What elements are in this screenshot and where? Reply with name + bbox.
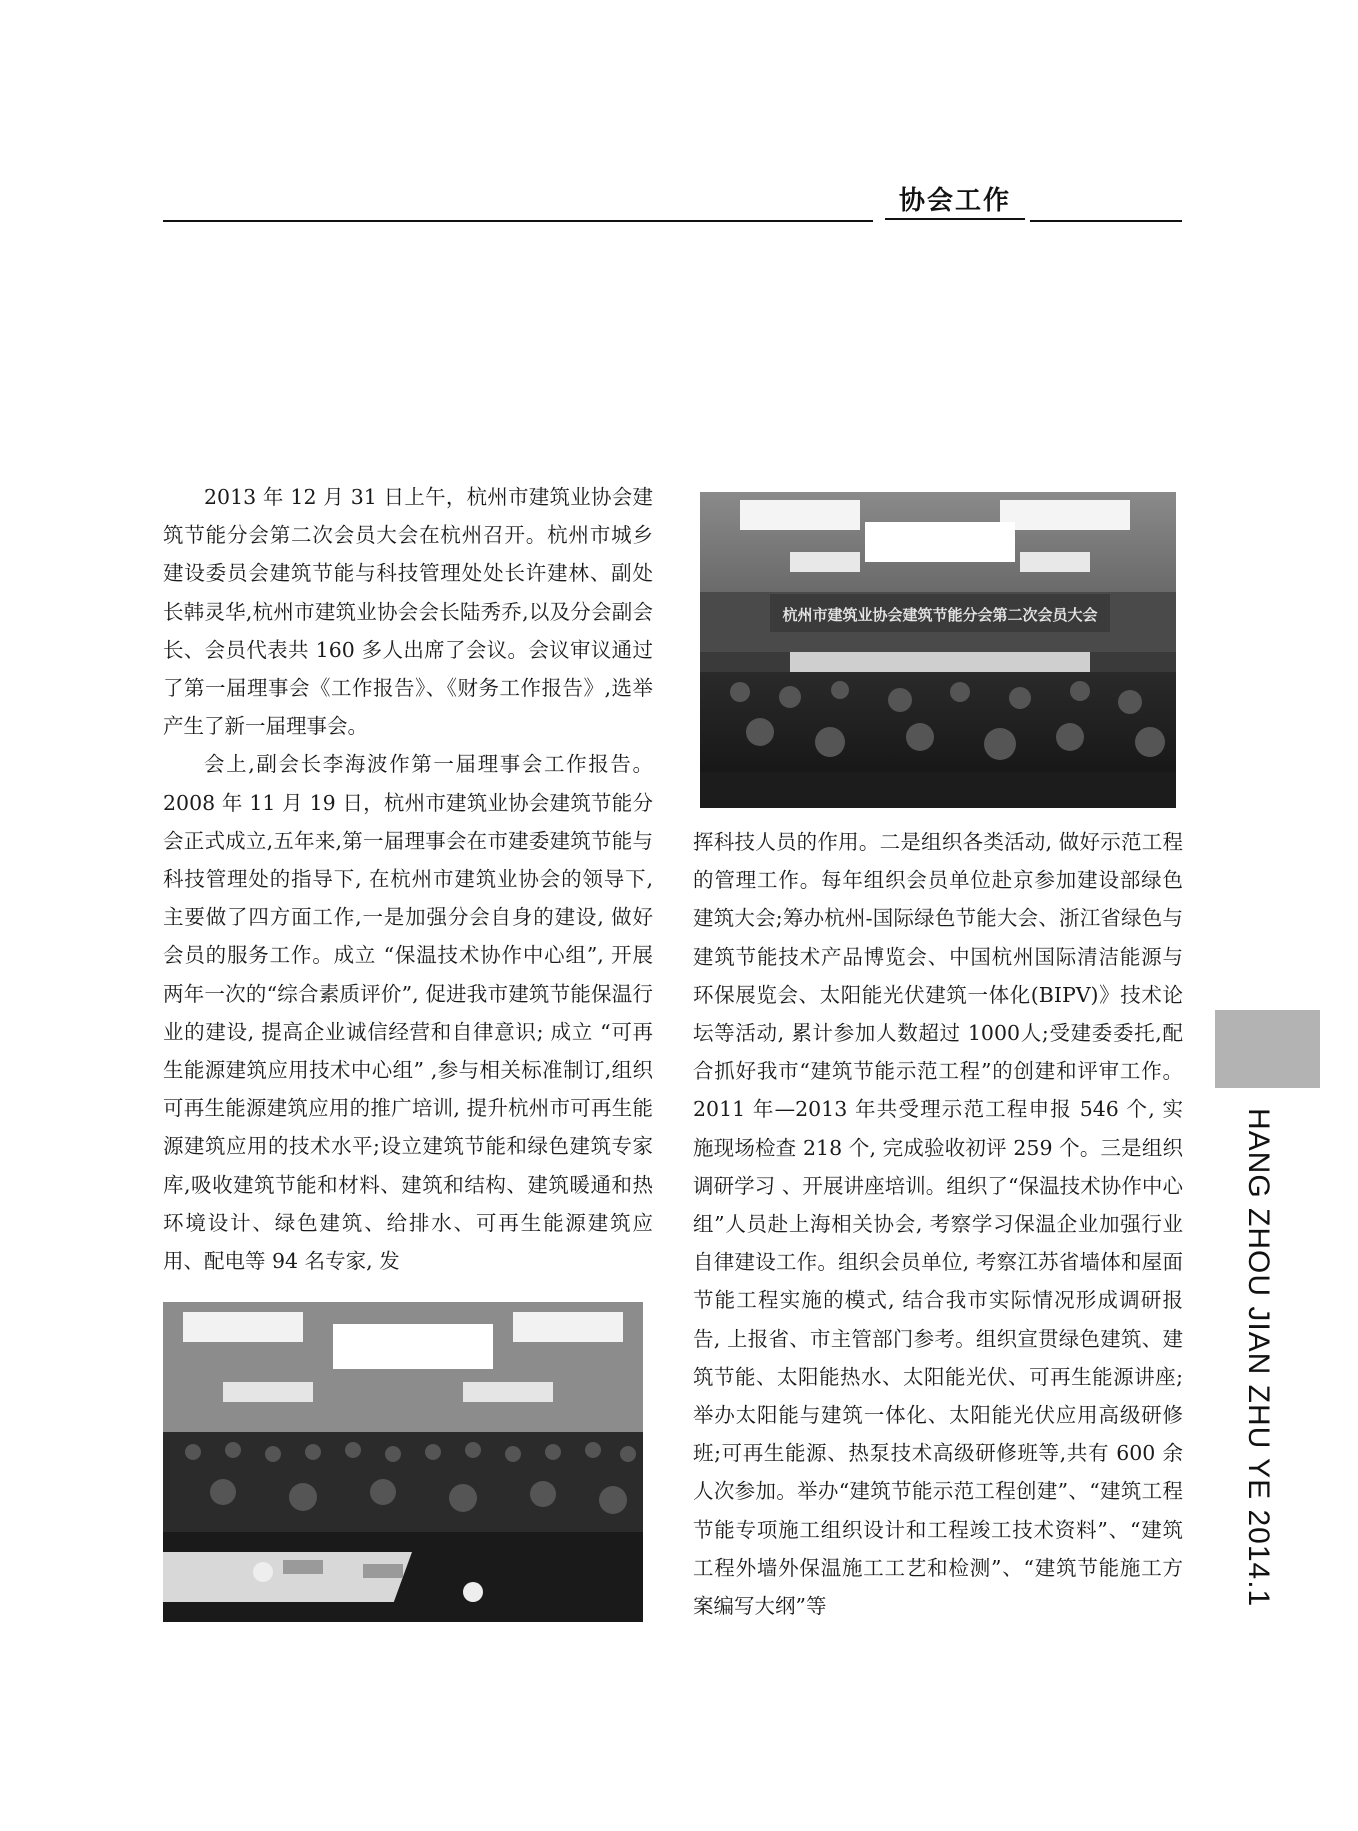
meeting-hall-photo-art bbox=[700, 492, 1176, 808]
paragraph: 挥科技人员的作用。二是组织各类活动, 做好示范工程的管理工作。每年组织会员单位赴京参加建设部绿色建筑大会;筹办杭州-国际绿色节能大会、浙江省绿色与建筑节能技术产品博览会、中国杭州国际清洁能源与环保展览会、太阳能光伏建筑一体化(BIPV)》技术论坛等活动, 累计参加人数超过 1000人;受建委委托,配合抓好我市“建筑节能示范工程”的创建和评审工作。2011 年—2013 年共受理示范工程申报 546 个, 实施现场检查 218 个, 完成验收初评 259 个。三是组织调研学习 、开展讲座培训。组织了“保温技术协作中心组”人员赴上海相关协会, 考察学习保温企业加强行业自律建设工作。组织会员单位, 考察江苏省墙体和屋面节能工程实施的模式, 结合我市实际情况形成调研报告, 上报省、市主管部门参考。组织宣贯绿色建筑、建筑节能、太阳能热水、太阳能光伏、可再生能源讲座;举办太阳能与建筑一体化、太阳能光伏应用高级研修班;可再生能源、热泵技术高级研修班等,共有 600 余人次参加。举办“建筑节能示范工程创建”、“建筑工程节能专项施工组织设计和工程竣工技术资料”、“建筑工程外墙外保温施工工艺和检测”、“建筑节能施工方案编写大纲”等 bbox=[693, 830, 1183, 1619]
header-rule-right bbox=[1030, 220, 1182, 222]
meeting-hall-photo bbox=[700, 492, 1176, 808]
paragraph: 会上,副会长李海波作第一届理事会工作报告。2008 年 11 月 19 日，杭州市建筑业协会建筑节能分会正式成立,五年来,第一届理事会在市建委建筑节能与科技管理处的指导下, 在杭州市建筑业协会的领导下,主要做了四方面工作,一是加强分会自身的建设, 做好会员的服务工作。成立 “保温技术协作中心组”, 开展两年一次的“综合素质评价”, 促进我市建筑节能保温行业的建设, 提高企业诚信经营和自律意识; 成立 “可再生能源建筑应用技术中心组” ,参与相关标准制订,组织可再生能源建筑应用的推广培训, 提升杭州市可再生能源建筑应用的技术水平;设立建筑节能和绿色建筑专家库,吸收建筑节能和材料、建筑和结构、建筑暖通和热环境设计、绿色建筑、给排水、可再生能源建筑应用、配电等 94 名专家, 发 bbox=[163, 752, 653, 1274]
audience-photo bbox=[163, 1302, 643, 1622]
side-tab-block bbox=[1215, 1010, 1320, 1088]
left-text-column bbox=[163, 478, 653, 1280]
section-title: 协会工作 bbox=[885, 186, 1025, 220]
hall-banner: 杭州市建筑业协会建筑节能分会第二次会员大会 bbox=[782, 606, 1098, 624]
right-text-column bbox=[693, 823, 1183, 1625]
paragraph: 2013 年 12 月 31 日上午，杭州市建筑业协会建筑节能分会第二次会员大会在杭州召开。杭州市城乡建设委员会建筑节能与科技管理处处长许建林、副处长韩灵华,杭州市建筑业协会会长陆秀乔,以及分会副会长、会员代表共 160 多人出席了会议。会议审议通过了第一届理事会《工作报告》、《财务工作报告》,选举产生了新一届理事会。 bbox=[163, 485, 653, 739]
header-rule-left bbox=[163, 220, 873, 222]
audience-photo-art bbox=[163, 1302, 643, 1622]
journal-side-label: HANG ZHOU JIAN ZHU YE 2014.1 bbox=[1242, 1108, 1275, 1608]
